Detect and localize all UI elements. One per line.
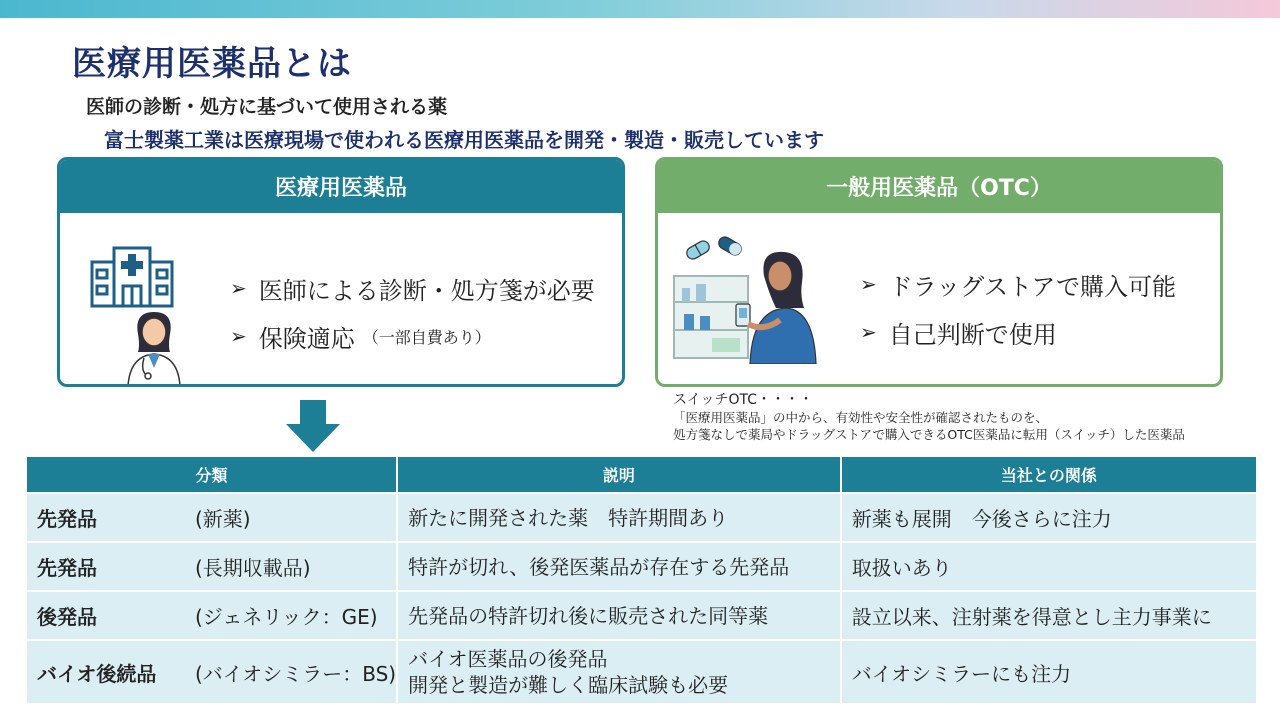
bullet-arrow-icon: ➢ bbox=[230, 276, 247, 300]
otc-bullet-item bbox=[860, 308, 1176, 356]
page-title: 医療用医薬品とは bbox=[72, 44, 352, 84]
rx-panel-header: 医療用医薬品 bbox=[60, 160, 622, 213]
rx-bullet-item bbox=[230, 264, 595, 312]
switch-otc-line: 「医療用医薬品」の中から、有効性や安全性が確認されたものを、 bbox=[673, 410, 1049, 425]
table-row bbox=[27, 592, 1256, 639]
category-name: 後発品 bbox=[37, 605, 97, 629]
customer-with-phone-icon bbox=[734, 246, 826, 364]
otc-bullet-text: ドラッグストアで購入可能 bbox=[888, 272, 1177, 301]
category-sub: (新薬) bbox=[195, 507, 251, 531]
relation-cell: バイオシミラーにも注力 bbox=[842, 641, 1256, 703]
description-line: 特許が切れ、後発医薬品が存在する先発品 bbox=[408, 554, 790, 579]
switch-otc-line: 処方箋なしで薬局やドラッグストアで購入できるOTC医薬品に転用（スイッチ）した医薬品 bbox=[673, 427, 1185, 442]
bullet-arrow-icon: ➢ bbox=[230, 324, 247, 348]
category-cell bbox=[27, 641, 396, 703]
table-header-row bbox=[27, 457, 1256, 492]
relation-cell: 新薬も展開 今後さらに注力 bbox=[842, 494, 1256, 541]
rx-bullet-note: （一部自費あり） bbox=[362, 327, 491, 347]
column-header-category: 分類 bbox=[27, 457, 396, 492]
table-row bbox=[27, 494, 1256, 541]
category-cell bbox=[27, 494, 396, 541]
hospital-icon bbox=[88, 242, 176, 310]
table-row bbox=[27, 543, 1256, 590]
relation-cell: 設立以来、注射薬を得意とし主力事業に bbox=[842, 592, 1256, 639]
rx-bullet-list bbox=[230, 264, 595, 360]
down-arrow-icon bbox=[286, 400, 340, 454]
category-name: 先発品 bbox=[37, 507, 97, 531]
switch-otc-title: スイッチOTC・・・・ bbox=[673, 392, 813, 408]
description-line: 先発品の特許切れ後に販売された同等薬 bbox=[408, 603, 769, 628]
category-name: バイオ後続品 bbox=[37, 661, 157, 686]
rx-bullet-item bbox=[230, 312, 595, 360]
description-cell bbox=[398, 592, 840, 639]
otc-bullet-list bbox=[860, 260, 1176, 356]
description-cell bbox=[398, 543, 840, 590]
description-line: 新たに開発された薬 特許期間あり bbox=[408, 505, 729, 530]
category-name: 先発品 bbox=[37, 556, 97, 580]
rx-panel bbox=[57, 157, 625, 387]
top-gradient-bar bbox=[0, 0, 1280, 18]
table-row bbox=[27, 641, 1256, 703]
bullet-arrow-icon: ➢ bbox=[860, 272, 877, 296]
category-cell bbox=[27, 592, 396, 639]
column-header-description: 説明 bbox=[398, 457, 840, 492]
subtitle-definition: 医師の診断・処方に基づいて使用される薬 bbox=[86, 96, 448, 118]
subtitle-company: 富士製薬工業は医療現場で使われる医療用医薬品を開発・製造・販売しています bbox=[104, 128, 824, 152]
description-cell bbox=[398, 641, 840, 703]
otc-panel bbox=[655, 157, 1223, 387]
category-sub: (バイオシミラー：BS) bbox=[195, 661, 397, 686]
category-cell bbox=[27, 543, 396, 590]
category-sub: (ジェネリック：GE) bbox=[195, 605, 378, 629]
description-line: バイオ医薬品の後発品 bbox=[408, 647, 608, 671]
switch-otc-note bbox=[673, 392, 1185, 443]
rx-bullet-text: 医師による診断・処方箋が必要 bbox=[258, 276, 595, 305]
otc-bullet-text: 自己判断で使用 bbox=[888, 320, 1057, 349]
bullet-arrow-icon: ➢ bbox=[860, 320, 877, 344]
rx-bullet-text: 保険適応 bbox=[258, 324, 355, 353]
classification-table bbox=[25, 455, 1258, 705]
otc-bullet-item bbox=[860, 260, 1176, 308]
category-sub: (長期収載品) bbox=[195, 556, 311, 580]
doctor-icon bbox=[122, 306, 186, 386]
otc-panel-header: 一般用医薬品（OTC） bbox=[658, 160, 1220, 213]
description-line: 開発と製造が難しく臨床試験も必要 bbox=[408, 673, 729, 697]
column-header-relation: 当社との関係 bbox=[842, 457, 1256, 492]
relation-cell: 取扱いあり bbox=[842, 543, 1256, 590]
description-cell bbox=[398, 494, 840, 541]
